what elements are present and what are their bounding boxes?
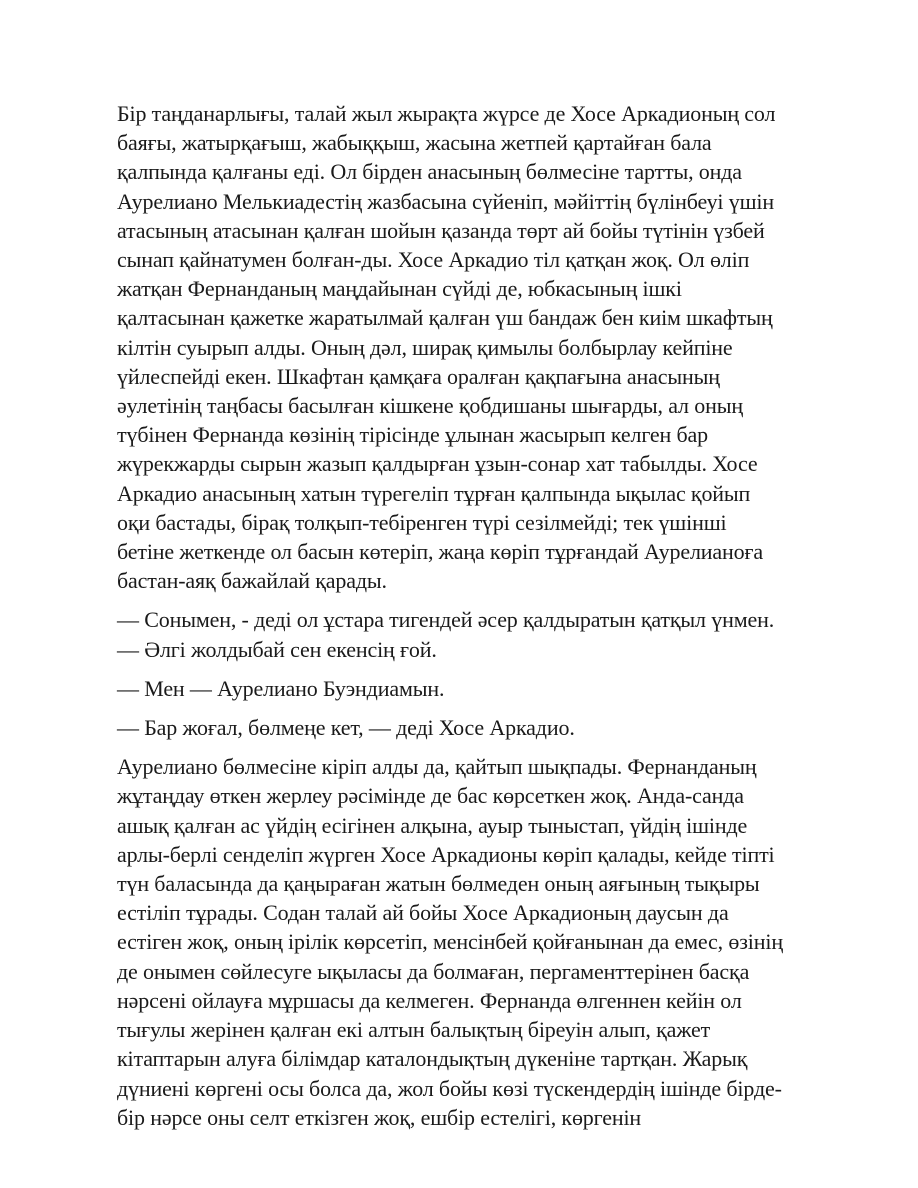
text-line: — Мен — Аурелиано Буэндиамын.	[117, 675, 445, 701]
paragraph-1	[117, 99, 817, 595]
text-line: жатқан Фернанданың маңдайынан сүйді де, юбкасының ішкі	[117, 276, 682, 302]
text-line: кілтін суырып алды. Оның дәл, ширақ қимылы болбырлау кейпіне	[117, 334, 733, 360]
text-line: қалпында қалғаны еді. Ол бірден анасының бөлмесіне тартты, онда	[117, 159, 742, 185]
text-line: тығулы жерінен қалған екі алтын балықтың біреуін алып, қажет	[117, 1017, 711, 1043]
paragraph-5	[117, 752, 817, 1132]
text-line: кітаптарын алуға білімдар каталондықтың дүкеніне тартқан. Жарық	[117, 1046, 748, 1072]
text-line: қалтасынан қажетке жаратылмай қалған үш бандаж бен киім шкафтың	[117, 305, 773, 331]
text-line: ашық қалған ас үйдің есігінен алқына, ауыр тыныстап, үйдің ішінде	[117, 812, 748, 838]
text-line: — Сонымен, - деді ол ұстара тигендей әсер қалдыратын қатқыл үнмен.	[117, 607, 775, 633]
text-line: Аркадио анасының хатын түрегеліп тұрған қалпында ықылас қойып	[117, 480, 751, 506]
paragraph-4	[117, 713, 817, 742]
text-line: Аурелиано бөлмесіне кіріп алды да, қайтып шықпады. Фернанданың	[117, 754, 757, 780]
text-line: түбінен Фернанда көзінің тірісінде ұлынан жасырып келген бар	[117, 422, 708, 448]
text-line: нәрсені ойлауға мұршасы да келмеген. Фернанда өлгеннен кейін ол	[117, 987, 742, 1013]
text-line: үйлеспейді екен. Шкафтан қамқаға оралған қақпағына анасының	[117, 363, 720, 389]
text-line: естіген жоқ, оның ірілік көрсетіп, менсінбей қойғанынан да емес, өзінің	[117, 929, 783, 955]
text-line: Аурелиано Мелькиадестің жазбасына сүйеніп, мәйіттің бүлінбеуі үшін	[117, 188, 774, 214]
text-line: де онымен сөйлесуге ықыласы да болмаған, пергаменттерінен басқа	[117, 958, 750, 984]
text-line: бір нәрсе оны селт еткізген жоқ, ешбір естелігі, көргенін	[117, 1104, 642, 1130]
text-line: атасының атасынан қалған шойын қазанда төрт ай бойы түтінін үзбей	[117, 217, 765, 243]
text-line: — Бар жоғал, бөлмеңе кет, — деді Хосе Аркадио.	[117, 715, 575, 741]
text-line: жүрекжарды сырын жазып қалдырған ұзын-сонар хат табылды. Хосе	[117, 451, 758, 477]
text-line: бастан-аяқ бажайлай қарады.	[117, 568, 387, 594]
text-line: түн баласында да қаңыраған жатын бөлмеден оның аяғының тықыры	[117, 871, 760, 897]
paragraph-2	[117, 605, 817, 663]
text-line: жұтаңдау өткен жерлеу рәсімінде де бас көрсеткен жоқ. Анда-санда	[117, 783, 744, 809]
text-line: — Әлгі жолдыбай сен екенсің ғой.	[117, 636, 437, 662]
text-line: оқи бастады, бірақ толқып-тебіренген түрі сезілмейді; тек үшінші	[117, 509, 727, 535]
paragraph-3	[117, 674, 817, 703]
text-line: арлы-берлі сенделіп жүрген Хосе Аркадионы көріп қалады, кейде тіпті	[117, 841, 775, 867]
text-line: баяғы, жатырқағыш, жабыққыш, жасына жетпей қартайған бала	[117, 130, 712, 156]
text-line: дүниені көргені осы болса да, жол бойы көзі түскендердің ішінде бірде-	[117, 1075, 782, 1101]
document-page	[117, 99, 817, 1142]
text-line: сынап қайнатумен болған-ды. Хосе Аркадио тіл қатқан жоқ. Ол өліп	[117, 247, 750, 273]
text-line: әулетінің таңбасы басылған кішкене қобдишаны шығарды, ал оның	[117, 393, 743, 419]
text-line: естіліп тұрады. Содан талай ай бойы Хосе Аркадионың даусын да	[117, 900, 729, 926]
text-line: бетіне жеткенде ол басын көтеріп, жаңа көріп тұрғандай Аурелианоға	[117, 539, 763, 565]
text-line: Бір таңданарлығы, талай жыл жырақта жүрсе де Хосе Аркадионың сол	[117, 101, 776, 126]
